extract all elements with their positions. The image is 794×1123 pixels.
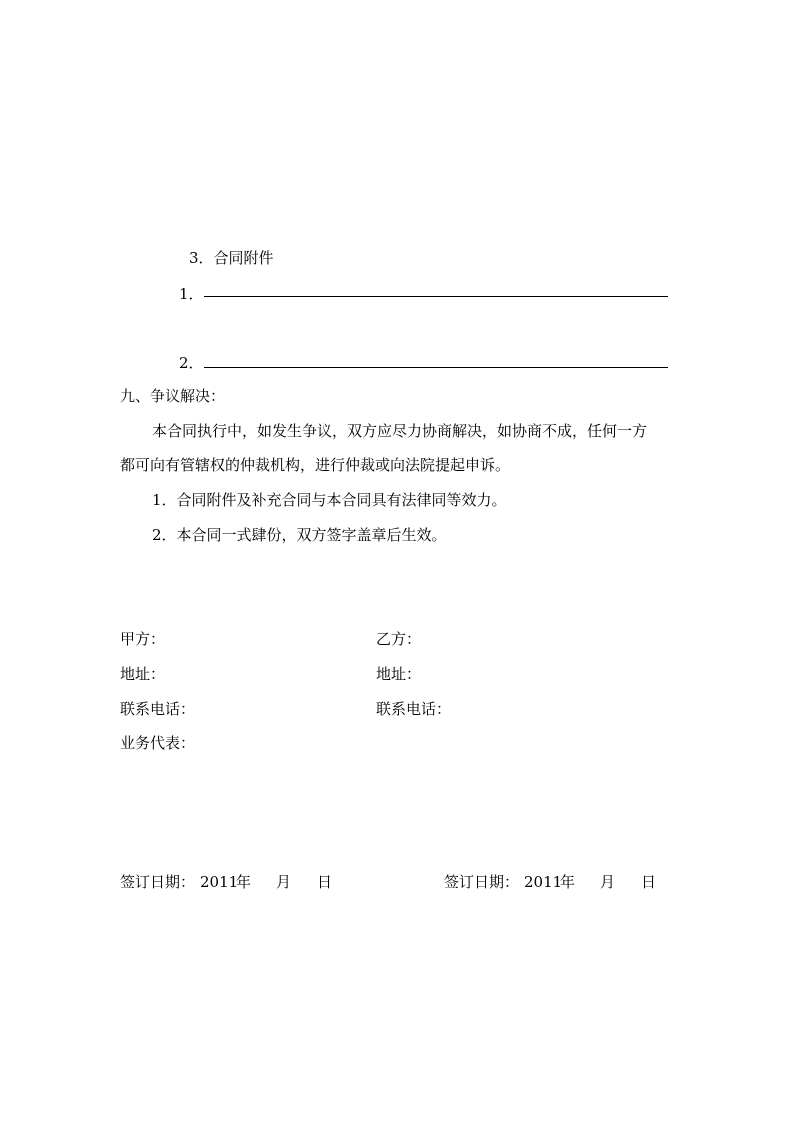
party-a-address-label: 地址： bbox=[120, 665, 166, 683]
party-a-phone-label: 联系电话： bbox=[120, 700, 196, 718]
dispute-clause-2: 2．本合同一式肆份，双方签字盖章后生效。 bbox=[152, 526, 447, 544]
party-b-address-label: 地址： bbox=[376, 665, 422, 683]
signing-date-left-year-unit: 年 bbox=[236, 873, 252, 891]
party-b-phone-label: 联系电话： bbox=[376, 700, 452, 718]
signing-date-right-day-unit: 日 bbox=[641, 873, 657, 891]
attachment-item-1-blank-line bbox=[204, 296, 668, 297]
signing-date-right-label: 签订日期： bbox=[444, 873, 520, 891]
signing-date-left-year: 2011 bbox=[200, 873, 239, 891]
party-a-representative-label: 业务代表： bbox=[120, 734, 196, 752]
dispute-paragraph-line-2: 都可向有管辖权的仲裁机构，进行仲裁或向法院提起申诉。 bbox=[120, 456, 511, 474]
party-b-name-label: 乙方： bbox=[376, 630, 422, 648]
signing-date-left-month-unit: 月 bbox=[276, 873, 292, 891]
signing-date-left-day-unit: 日 bbox=[317, 873, 333, 891]
signing-date-right-year-unit: 年 bbox=[560, 873, 576, 891]
signing-date-left-label: 签订日期： bbox=[120, 873, 196, 891]
dispute-heading: 九、争议解决： bbox=[120, 387, 226, 405]
dispute-paragraph-line-1: 本合同执行中，如发生争议，双方应尽力协商解决，如协商不成，任何一方 bbox=[152, 422, 648, 440]
attachment-item-2-blank-line bbox=[204, 367, 668, 368]
attachments-heading: 3．合同附件 bbox=[189, 249, 274, 267]
attachment-item-2-number: 2． bbox=[179, 354, 204, 372]
signing-date-right-year: 2011 bbox=[524, 873, 563, 891]
party-a-name-label: 甲方： bbox=[120, 630, 166, 648]
dispute-clause-1: 1．合同附件及补充合同与本合同具有法律同等效力。 bbox=[152, 491, 507, 509]
attachment-item-1-number: 1． bbox=[179, 285, 204, 303]
signing-date-right-month-unit: 月 bbox=[600, 873, 616, 891]
